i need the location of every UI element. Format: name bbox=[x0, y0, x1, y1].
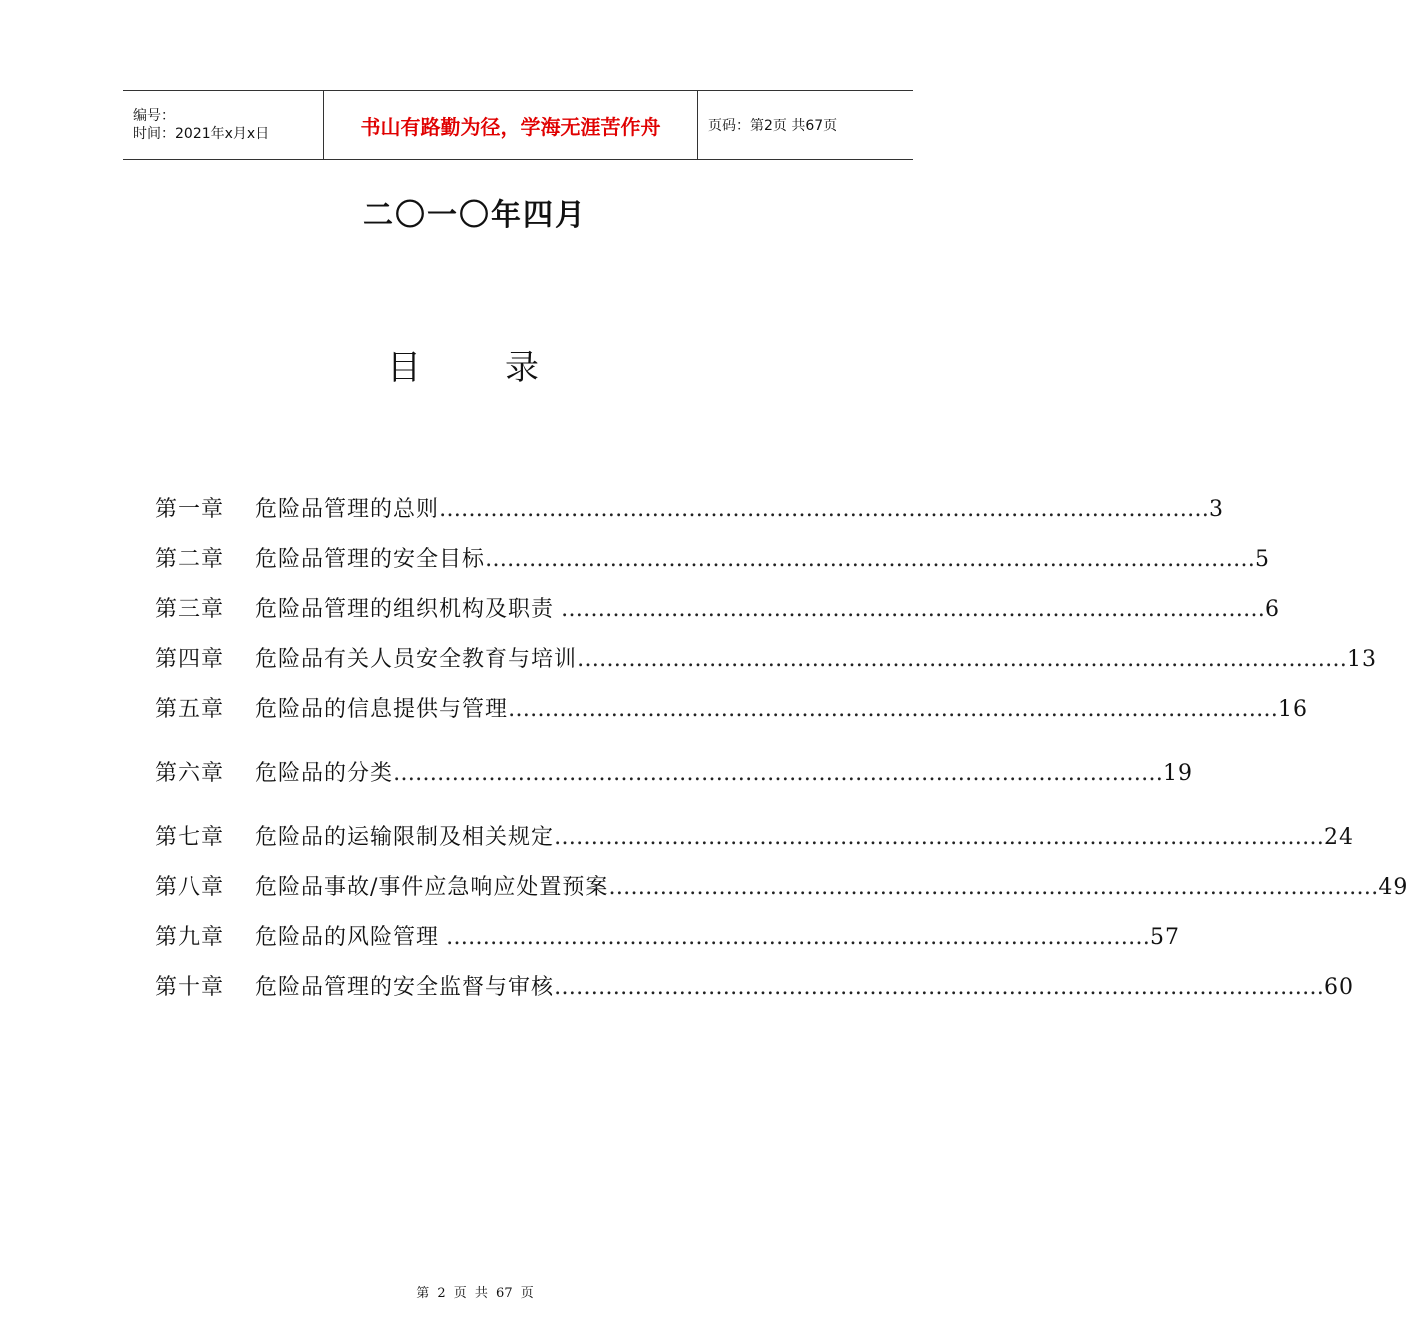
toc-entry[interactable] bbox=[155, 592, 1281, 623]
toc-page: 19 bbox=[1163, 761, 1194, 786]
toc-chapter: 第一章 bbox=[155, 497, 225, 522]
toc-page: 13 bbox=[1347, 647, 1378, 672]
toc-leader-dots: …………………………………………………………………………………………… bbox=[608, 875, 1379, 900]
toc-page: 3 bbox=[1209, 497, 1225, 522]
toc-entry[interactable] bbox=[155, 970, 1355, 1001]
toc-page: 49 bbox=[1378, 875, 1408, 900]
toc-title-text: 危险品的信息提供与管理 bbox=[255, 697, 509, 722]
toc-leader-dots: …………………………………………………………………………………………… bbox=[508, 697, 1279, 722]
date-heading: 二〇一〇年四月 bbox=[363, 198, 587, 233]
header-page-info: 页码：第2页 共67页 bbox=[708, 118, 838, 134]
toc-title-text: 危险品管理的组织机构及职责 bbox=[255, 597, 555, 622]
toc-title-text: 危险品的分类 bbox=[255, 761, 394, 786]
header-page-cell bbox=[698, 91, 913, 159]
toc-leader-dots: …………………………………………………………………………………………… bbox=[577, 647, 1348, 672]
toc-leader-dots: …………………………………………………………………………………………… bbox=[485, 547, 1256, 572]
toc-leader-dots: …………………………………………………………………………………… bbox=[439, 925, 1151, 950]
page-header bbox=[123, 90, 913, 160]
toc-leader-dots: …………………………………………………………………………………………… bbox=[393, 761, 1164, 786]
toc-chapter: 第十章 bbox=[155, 975, 225, 1000]
toc-leader-dots: …………………………………………………………………………………………… bbox=[554, 825, 1325, 850]
toc-chapter: 第三章 bbox=[155, 597, 225, 622]
toc-chapter: 第七章 bbox=[155, 825, 225, 850]
header-motto: 书山有路勤为径，学海无涯苦作舟 bbox=[360, 114, 661, 139]
toc-chapter: 第六章 bbox=[155, 761, 225, 786]
page-footer: 第 2 页 共 67 页 bbox=[416, 1286, 534, 1301]
toc-title-text: 危险品的运输限制及相关规定 bbox=[255, 825, 555, 850]
toc-page: 57 bbox=[1150, 925, 1181, 950]
toc-title-text: 危险品管理的安全目标 bbox=[255, 547, 486, 572]
toc-page: 5 bbox=[1255, 547, 1271, 572]
toc-entry[interactable] bbox=[155, 820, 1355, 851]
header-motto-cell bbox=[324, 91, 698, 159]
toc-title-text: 危险品事故/事件应急响应处置预案 bbox=[255, 875, 609, 900]
toc-leader-dots: …………………………………………………………………………………………… bbox=[554, 975, 1325, 1000]
toc-page: 24 bbox=[1324, 825, 1355, 850]
toc-title-text: 危险品管理的安全监督与审核 bbox=[255, 975, 555, 1000]
toc-page: 60 bbox=[1324, 975, 1355, 1000]
header-info-cell bbox=[123, 91, 324, 159]
toc-chapter: 第四章 bbox=[155, 647, 225, 672]
document-time-label: 时间：2021年x月x日 bbox=[133, 126, 270, 142]
toc-title-text: 危险品有关人员安全教育与培训 bbox=[255, 647, 578, 672]
toc-chapter: 第二章 bbox=[155, 547, 225, 572]
toc-title-text: 危险品管理的总则 bbox=[255, 497, 440, 522]
toc-title-text: 危险品的风险管理 bbox=[255, 925, 440, 950]
toc-page: 6 bbox=[1265, 597, 1281, 622]
document-number-label: 编号： bbox=[133, 108, 175, 124]
toc-entry[interactable] bbox=[155, 920, 1181, 951]
toc-entry[interactable] bbox=[155, 756, 1194, 787]
toc-entry[interactable] bbox=[155, 692, 1309, 723]
toc-leader-dots: …………………………………………………………………………………… bbox=[554, 597, 1266, 622]
toc-chapter: 第九章 bbox=[155, 925, 225, 950]
toc-leader-dots: …………………………………………………………………………………………… bbox=[439, 497, 1210, 522]
toc-title: 目录 bbox=[387, 348, 623, 388]
toc-chapter: 第五章 bbox=[155, 697, 225, 722]
toc-page: 16 bbox=[1278, 697, 1309, 722]
toc-entry[interactable] bbox=[155, 642, 1378, 673]
toc-entry[interactable] bbox=[155, 542, 1271, 573]
toc-entry[interactable] bbox=[155, 870, 1408, 901]
toc-chapter: 第八章 bbox=[155, 875, 225, 900]
toc-entry[interactable] bbox=[155, 492, 1225, 523]
